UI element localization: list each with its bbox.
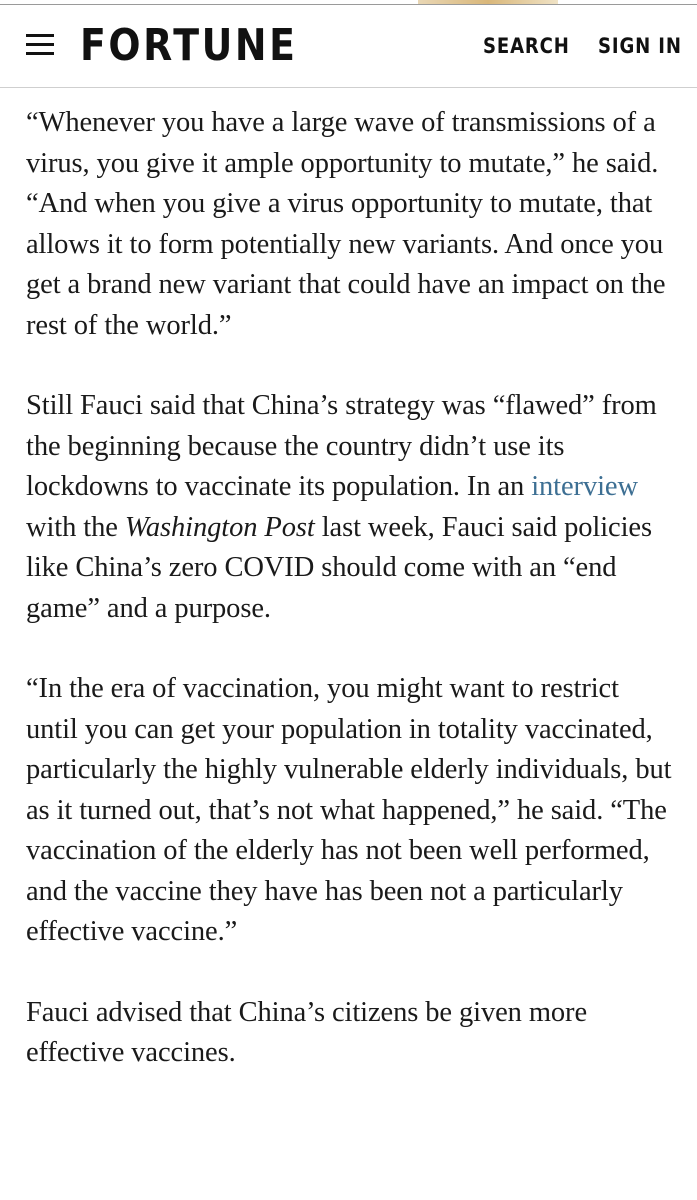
paragraph-2-text-middle: with the xyxy=(26,511,125,543)
menu-bar-middle xyxy=(26,43,54,46)
ad-banner-image[interactable] xyxy=(418,0,558,4)
fortune-logo[interactable]: FORTUNE xyxy=(80,20,298,71)
article-body xyxy=(26,103,676,1074)
paragraph-2-text-start: Still Fauci said that China’s strategy was “flawed” from the beginning because the country didn’t use its lockdowns to vaccinate its population. In an xyxy=(26,390,657,502)
menu-bar-top xyxy=(26,34,54,37)
menu-bar-bottom xyxy=(26,52,54,55)
ad-banner-border xyxy=(0,0,697,5)
site-header xyxy=(0,6,697,88)
interview-link[interactable]: interview xyxy=(531,471,638,502)
sign-in-button[interactable]: SIGN IN xyxy=(598,34,682,58)
search-button[interactable]: SEARCH xyxy=(483,34,570,58)
hamburger-menu-icon[interactable] xyxy=(24,31,56,59)
paragraph-2-text-end: last week, Fauci said policies like China’s zero COVID should come with an “end game” and a purpose. xyxy=(26,511,652,624)
publication-name: Washington Post xyxy=(124,511,315,543)
article-paragraph-1: “Whenever you have a large wave of transmissions of a virus, you give it ample opportunity to mutate,” he said. “And when you give a virus opportunity to mutate, that allows it to form potentially new variants. And once you get a brand new variant that could have an impact on the rest of the world.” xyxy=(26,107,666,341)
article-paragraph-3: “In the era of vaccination, you might want to restrict until you can get your population in totality vaccinated, particularly the highly vulnerable elderly individuals, but as it turned out, that’s not what happened,” he said. “The vaccination of the elderly has not been well performed, and the vaccine they have has been not a particularly effective vaccine.” xyxy=(26,673,672,947)
article-paragraph-2 xyxy=(26,386,676,629)
article-paragraph-4: Fauci advised that China’s citizens be given more effective vaccines. xyxy=(26,996,587,1068)
